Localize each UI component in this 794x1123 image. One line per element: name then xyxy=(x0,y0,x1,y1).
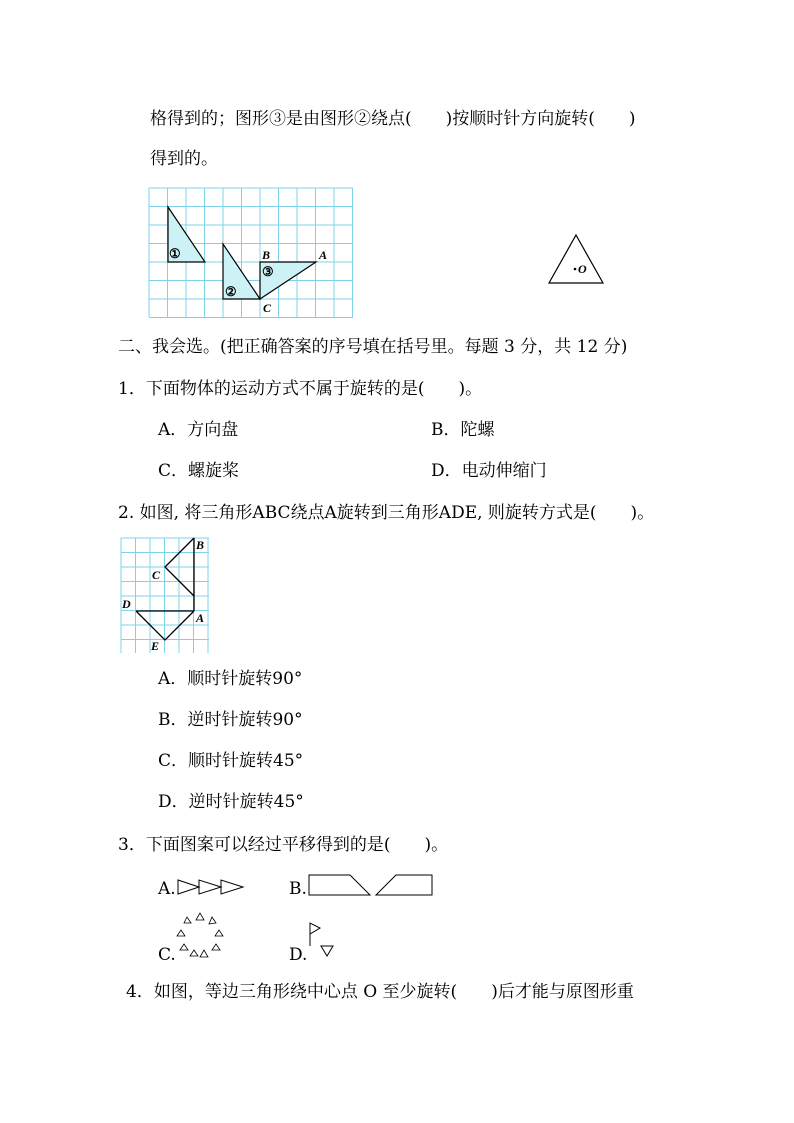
label-o: O xyxy=(578,262,587,276)
q2-label-a: A xyxy=(196,611,205,625)
q1-option-a: A．方向盘 xyxy=(158,420,239,440)
q2-option-b: B．逆时针旋转90° xyxy=(158,710,303,730)
q3-option-b-trapezoids xyxy=(308,874,436,898)
q3-option-d-label: D. xyxy=(289,945,308,965)
q3-option-c-label: C. xyxy=(158,945,176,965)
equilateral-triangle-figure xyxy=(548,234,604,284)
q2-rotation-grid xyxy=(121,538,210,654)
q2-label-e: E xyxy=(151,639,160,653)
rotation-grid-figure xyxy=(149,188,354,318)
q3-option-a-label: A. xyxy=(158,879,176,899)
q1-option-b: B．陀螺 xyxy=(431,420,495,440)
q3-option-c-ring xyxy=(172,910,228,960)
q2-option-a: A．顺时针旋转90° xyxy=(158,669,303,689)
q2-label-b: B xyxy=(196,538,205,552)
q3-option-d-flag xyxy=(307,922,337,958)
question-continuation-line: 格得到的；图形③是由图形②绕点( )按顺时针方向旋转( ) xyxy=(150,109,636,129)
q2-label-d: D xyxy=(122,597,131,611)
q1-option-c: C．螺旋桨 xyxy=(158,461,240,481)
q3-option-b-label: B. xyxy=(289,879,307,899)
q3-option-a-triangles xyxy=(177,878,247,898)
q2-option-d: D．逆时针旋转45° xyxy=(158,792,304,812)
label-circle-1: ① xyxy=(169,246,181,261)
q4-stem: 4．如图，等边三角形绕中心点 O 至少旋转( )后才能与原图形重 xyxy=(126,982,634,1002)
q2-label-c: C xyxy=(152,568,161,582)
q1-stem: 1．下面物体的运动方式不属于旋转的是( )。 xyxy=(118,379,483,399)
q2-option-c: C．顺时针旋转45° xyxy=(158,751,304,771)
section-heading: 二、我会选。(把正确答案的序号填在括号里。每题 3 分，共 12 分) xyxy=(118,337,628,357)
q3-stem: 3．下面图案可以经过平移得到的是( )。 xyxy=(118,835,449,855)
q2-stem: 2. 如图, 将三角形ABC绕点A旋转到三角形ADE, 则旋转方式是( )。 xyxy=(118,503,655,523)
label-circle-3: ③ xyxy=(262,264,274,279)
label-circle-2: ② xyxy=(225,284,237,299)
label-c: C xyxy=(263,301,272,315)
question-continuation-line2: 得到的。 xyxy=(150,149,218,169)
label-a: A xyxy=(319,248,328,262)
q1-option-d: D．电动伸缩门 xyxy=(431,461,547,481)
label-b: B xyxy=(262,248,271,262)
